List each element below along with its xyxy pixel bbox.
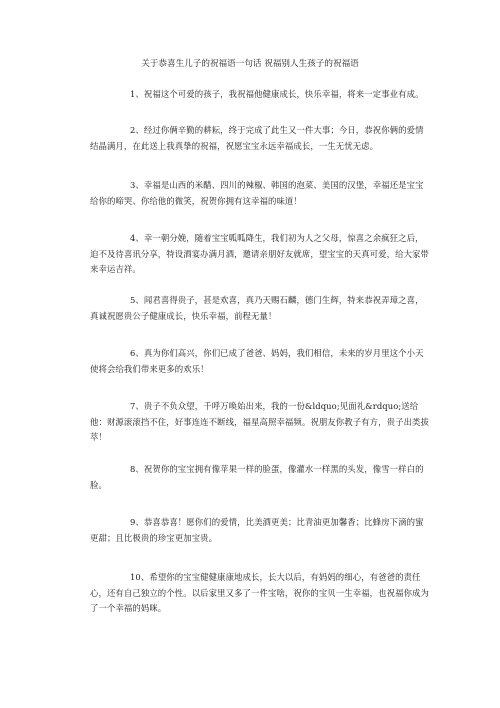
paragraph-1	[90, 87, 430, 103]
paragraph-text: 幸一朝分娩，随着宝宝呱呱降生，我们初为人之父母，惊喜之余疯狂之后，迫不及待喜讯分享，特设酒宴办满月酒，邀请亲朋好友就席，望宝宝的天真可爱，给大家带来幸运吉祥。	[90, 233, 429, 274]
paragraph-text: 幸福是山西的米醋、四川的辣椒、韩国的泡菜、美国的汉堡，幸福还是宝宝给你的啼哭、你给他的微笑，祝贺你拥有这幸福的味道！	[90, 180, 424, 206]
paragraph-number: 4、	[130, 233, 144, 243]
paragraph-6	[90, 346, 430, 377]
paragraph-8	[90, 462, 430, 493]
paragraph-7	[90, 399, 430, 446]
paragraph-9	[90, 515, 430, 546]
paragraph-2	[90, 123, 430, 154]
paragraph-text: 恭喜恭喜！愿你们的爱情，比美酒更美；比青油更加馨香；比蜂房下滴的蜜更甜；且比极贵的珍宝更加宝贵。	[90, 517, 424, 543]
paragraph-number: 5、	[130, 295, 144, 305]
paragraph-number: 1、	[130, 89, 144, 99]
paragraph-number: 8、	[130, 464, 144, 474]
paragraph-4	[90, 231, 430, 278]
paragraph-text: 祝贺你的宝宝拥有像苹果一样的脸蛋，像灌水一样黑的头发，像雪一样白的脸。	[90, 464, 424, 490]
paragraph-text: 祝福这个可爱的孩子，我祝福他健康成长，快乐幸福，将来一定事业有成。	[143, 89, 424, 99]
paragraph-10	[90, 570, 430, 617]
paragraph-text: 贵子不负众望，千呼万唤始出来，我的一份&ldquo;见面礼&rdquo;送给他：财源滚滚挡不住，好事连连不断线，福星高照幸福频。祝朋友你教子有方，贵子出类拔萃！	[90, 401, 429, 442]
paragraph-3	[90, 178, 430, 209]
paragraph-number: 10、	[130, 572, 150, 582]
paragraph-number: 9、	[130, 517, 144, 527]
paragraph-text: 闻君喜得贵子，甚是欢喜，真乃天赐石麟，德门生辉，特来恭祝弄璋之喜，真诚祝愿贵公子健康成长，快乐幸福，前程无量！	[90, 295, 424, 321]
document-title: 关于恭喜生儿子的祝福语一句话 祝福别人生孩子的祝福语	[141, 59, 359, 69]
paragraph-5	[90, 293, 430, 324]
paragraph-text: 希望你的宝宝健健康康地成长，长大以后，有妈妈的细心，有爸爸的责任心，还有自己独立的个性。以后家里又多了一件宝啥，祝你的宝贝一生幸福，也祝福你成为了一个幸福的妈咪。	[90, 572, 429, 613]
paragraph-text: 真为你们高兴，你们已成了爸爸、妈妈，我们相信，未来的岁月里这个小天使将会给我们带来更多的欢乐！	[90, 348, 424, 374]
paragraph-text: 经过你俩辛勤的耕耘，终于完成了此生又一件大事；今日，恭祝你俩的爱情结晶满月，在此送上我真挚的祝福，祝愿宝宝永远幸福成长，一生无忧无虑。	[90, 125, 424, 151]
paragraph-number: 2、	[130, 125, 144, 135]
paragraph-number: 6、	[130, 348, 144, 358]
paragraph-number: 3、	[130, 180, 144, 190]
paragraph-number: 7、	[130, 401, 144, 411]
